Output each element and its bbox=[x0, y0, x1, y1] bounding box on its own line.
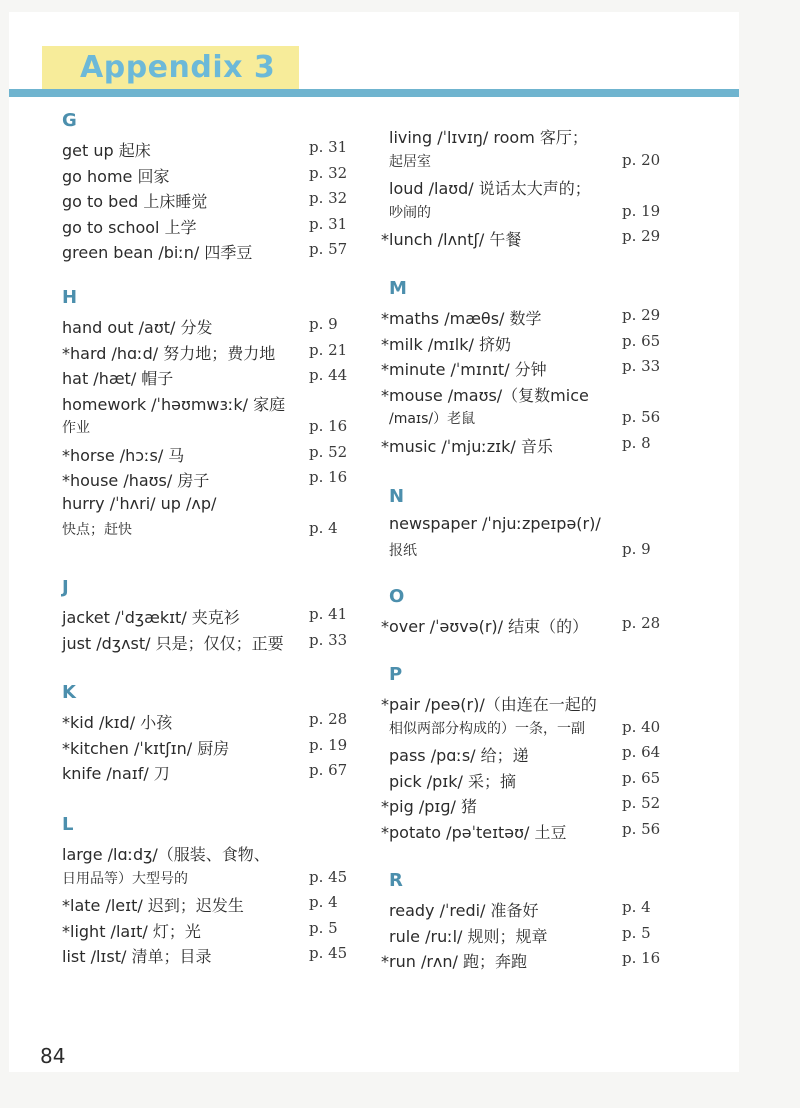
entry-word: *light /laɪt/ 灯；光 bbox=[62, 921, 201, 941]
entry-continuation: 报纸 bbox=[389, 542, 417, 559]
entry-word: *run /rʌn/ 跑；奔跑 bbox=[381, 952, 528, 971]
entry-word: living /ˈlɪvɪŋ/ room 客厅； bbox=[389, 128, 588, 147]
entry-word: green bean /biːn/ 四季豆 bbox=[62, 243, 253, 262]
entry-word: *maths /mæθs/ 数学 bbox=[381, 309, 542, 328]
entry-word: *over /ˈəʊvə(r)/ 结束（的） bbox=[381, 617, 589, 636]
section-letter-p: P bbox=[389, 664, 403, 685]
entry-page-ref: p. 41 bbox=[309, 605, 348, 623]
section-letter-l: L bbox=[62, 814, 74, 835]
entry-word: *kid /kɪd/ 小孩 bbox=[62, 713, 173, 732]
entry-page-ref: p. 52 bbox=[309, 442, 348, 461]
entry-continuation: 起居室 bbox=[389, 153, 431, 170]
entry-page-ref: p. 4 bbox=[622, 898, 651, 916]
entry-page-ref: p. 31 bbox=[309, 138, 348, 156]
entry-word: pass /pɑːs/ 给；递 bbox=[389, 746, 529, 765]
entry-page-ref: p. 29 bbox=[622, 227, 661, 245]
entry-word: loud /laʊd/ 说话太大声的； bbox=[389, 179, 591, 198]
entry-page-ref: p. 4 bbox=[309, 519, 338, 537]
entry-page-ref: p. 57 bbox=[309, 240, 348, 258]
header-rule bbox=[9, 89, 739, 97]
entry-word: pick /pɪk/ 采；摘 bbox=[389, 771, 516, 791]
entry-continuation: 作业 bbox=[62, 420, 90, 436]
entry-page-ref: p. 21 bbox=[309, 340, 348, 359]
section-letter-r: R bbox=[389, 870, 403, 891]
entry-page-ref: p. 45 bbox=[309, 944, 348, 962]
section-letter-h: H bbox=[62, 287, 78, 308]
entry-page-ref: p. 8 bbox=[622, 433, 651, 452]
entry-page-ref: p. 32 bbox=[309, 189, 348, 207]
entry-word: go to school 上学 bbox=[62, 217, 197, 237]
entry-word: *horse /hɔːs/ 马 bbox=[62, 445, 185, 465]
entry-page-ref: p. 33 bbox=[309, 630, 348, 649]
entry-page-ref: p. 16 bbox=[309, 468, 348, 486]
entry-word: hat /hæt/ 帽子 bbox=[62, 369, 174, 388]
entry-page-ref: p. 52 bbox=[622, 794, 661, 812]
entry-word: list /lɪst/ 清单；目录 bbox=[62, 947, 212, 966]
entry-page-ref: p. 28 bbox=[309, 710, 348, 728]
entry-continuation: 吵闹的 bbox=[389, 204, 431, 221]
entry-page-ref: p. 16 bbox=[309, 417, 348, 435]
entry-page-ref: p. 56 bbox=[622, 819, 661, 838]
entry-page-ref: p. 29 bbox=[622, 306, 661, 324]
section-letter-k: K bbox=[62, 682, 76, 703]
entry-word: newspaper /ˈnjuːzpeɪpə(r)/ bbox=[389, 514, 601, 533]
page-title: Appendix 3 bbox=[80, 50, 276, 85]
entry-page-ref: p. 44 bbox=[309, 366, 348, 384]
entry-word: homework /ˈhəʊmwɜːk/ 家庭 bbox=[62, 394, 286, 414]
entry-page-ref: p. 19 bbox=[622, 201, 661, 220]
entry-page-ref: p. 40 bbox=[622, 717, 661, 736]
entry-word: large /lɑːdʒ/（服装、食物、 bbox=[62, 845, 270, 864]
section-letter-o: O bbox=[389, 586, 405, 607]
entry-page-ref: p. 64 bbox=[622, 743, 661, 761]
entry-word: get up 起床 bbox=[62, 141, 151, 160]
entry-word: *music /ˈmjuːzɪk/ 音乐 bbox=[381, 436, 553, 456]
entry-word: ready /ˈredi/ 准备好 bbox=[389, 901, 539, 920]
entry-page-ref: p. 32 bbox=[309, 163, 348, 182]
entry-page-ref: p. 33 bbox=[622, 357, 661, 375]
entry-word: *pig /pɪɡ/ 猪 bbox=[381, 797, 477, 816]
entry-continuation: /maɪs/）老鼠 bbox=[389, 411, 476, 427]
entry-page-ref: p. 31 bbox=[309, 214, 348, 233]
entry-page-ref: p. 28 bbox=[622, 614, 661, 632]
entry-page-ref: p. 4 bbox=[309, 893, 338, 911]
entry-word: knife /naɪf/ 刀 bbox=[62, 764, 170, 783]
entry-page-ref: p. 67 bbox=[309, 761, 348, 779]
entry-word: just /dʒʌst/ 只是；仅仅；正要 bbox=[62, 633, 284, 653]
entry-word: jacket /ˈdʒækɪt/ 夹克衫 bbox=[62, 608, 240, 627]
entry-continuation: 快点；赶快 bbox=[62, 522, 132, 538]
entry-word: *hard /hɑːd/ 努力地；费力地 bbox=[62, 343, 276, 363]
entry-page-ref: p. 5 bbox=[622, 923, 651, 942]
entry-page-ref: p. 45 bbox=[309, 867, 348, 886]
entry-word: *minute /ˈmɪnɪt/ 分钟 bbox=[381, 360, 547, 379]
entry-continuation: 日用品等）大型号的 bbox=[62, 870, 188, 887]
section-letter-j: J bbox=[62, 577, 69, 598]
entry-page-ref: p. 65 bbox=[622, 331, 661, 350]
entry-word: *late /leɪt/ 迟到；迟发生 bbox=[62, 896, 244, 915]
entry-page-ref: p. 65 bbox=[622, 768, 661, 787]
entry-page-ref: p. 5 bbox=[309, 918, 338, 937]
entry-word: *mouse /maʊs/（复数mice bbox=[381, 385, 589, 405]
entry-word: *pair /peə(r)/（由连在一起的 bbox=[381, 695, 597, 714]
entry-page-ref: p. 9 bbox=[622, 539, 651, 558]
entry-page-ref: p. 19 bbox=[309, 735, 348, 754]
section-letter-m: M bbox=[389, 278, 407, 299]
entry-word: go home 回家 bbox=[62, 166, 170, 186]
section-letter-n: N bbox=[389, 486, 405, 507]
entry-word: *lunch /lʌntʃ/ 午餐 bbox=[381, 230, 522, 249]
page-number: 84 bbox=[40, 1044, 66, 1068]
entry-continuation: 相似两部分构成的）一条，一副 bbox=[389, 720, 585, 737]
entry-word: rule /ruːl/ 规则；规章 bbox=[389, 926, 548, 946]
entry-word: *potato /pəˈteɪtəʊ/ 土豆 bbox=[381, 822, 567, 842]
entry-word: *house /haʊs/ 房子 bbox=[62, 471, 210, 490]
entry-word: *milk /mɪlk/ 挤奶 bbox=[381, 334, 511, 354]
entry-page-ref: p. 9 bbox=[309, 315, 338, 333]
entry-page-ref: p. 16 bbox=[622, 949, 661, 967]
entry-word: go to bed 上床睡觉 bbox=[62, 192, 208, 211]
entry-word: hand out /aʊt/ 分发 bbox=[62, 318, 213, 337]
entry-word: hurry /ˈhʌri/ up /ʌp/ bbox=[62, 493, 217, 513]
entry-word: *kitchen /ˈkɪtʃɪn/ 厨房 bbox=[62, 738, 230, 758]
section-letter-g: G bbox=[62, 110, 77, 131]
entry-page-ref: p. 20 bbox=[622, 150, 661, 169]
entry-page-ref: p. 56 bbox=[622, 408, 661, 426]
